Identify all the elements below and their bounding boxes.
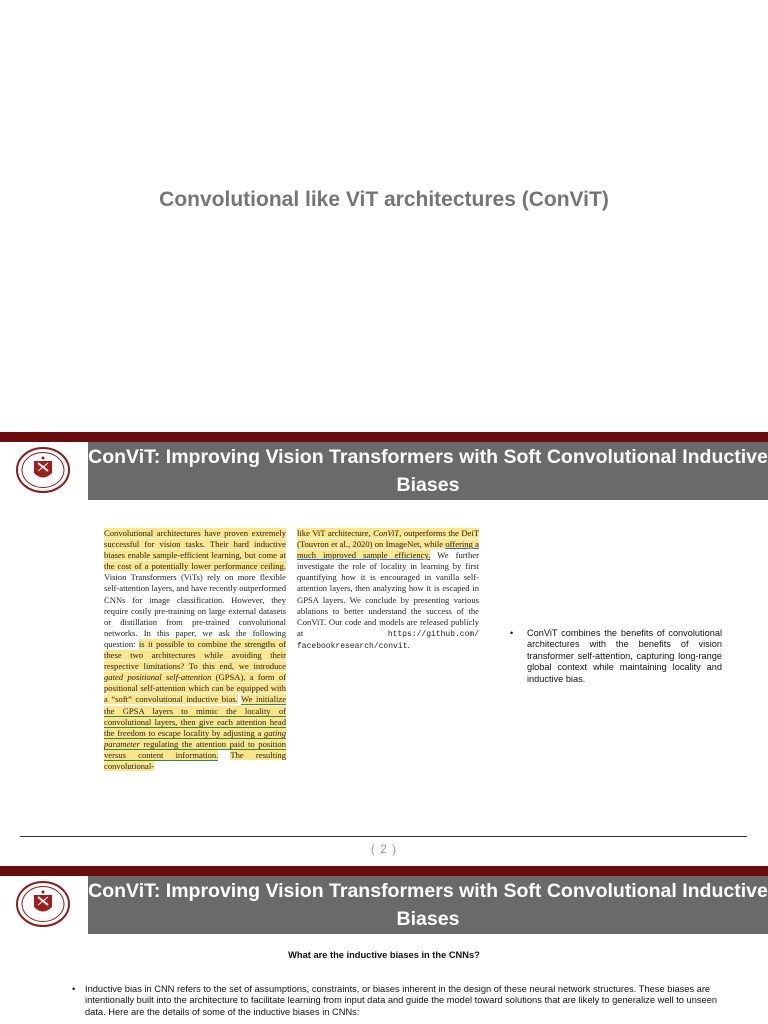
- abstract-segment: We further investigate the role of locality in learning by first quantifying how it is encouraged in vanilla self-attention layers, then analyzing how it is escaped in GPSA layers. We conclude by presenting various ablations to better understand the success of the ConViT. Our code and models are released publicly at: [297, 550, 479, 638]
- abstract-segment: The resulting convolutional-: [104, 749, 286, 771]
- question-heading: What are the inductive biases in the CNNs?: [288, 950, 480, 960]
- logo-area: [0, 442, 88, 500]
- abstract-segment: regulating the attention paid to position versus content information.: [104, 738, 286, 760]
- abstract-segment: To this end, we introduce: [184, 661, 286, 672]
- title-slide: [0, 0, 768, 432]
- abstract-segment: We initialize the GPSA layers to mimic the locality of convolutional layers, then give each attention head the freedom to escape locality by adjusting a: [104, 694, 287, 738]
- top-accent-bar: [0, 432, 768, 442]
- slide-2: [0, 866, 768, 1024]
- abstract-segment: gating parameter: [104, 727, 286, 749]
- bullet-dot: •: [510, 628, 514, 638]
- abstract-segment: (GPSA), a form of positional self-attention which can be equipped with a “soft” convolutional inductive bias.: [104, 672, 286, 705]
- abstract-segment: Vision Transformers (ViTs) rely on more flexible self-attention layers, and have recently outperformed CNNs for image classification. However, they require costly pre-training on large external datasets or distillation from pre-trained convolutional networks. In this paper, we ask the following question:: [104, 572, 286, 649]
- slide-header: [88, 876, 768, 934]
- inductive-bias-text: Inductive bias in CNN refers to the set of assumptions, constraints, or biases inherent in the design of these neural network structures. These biases are intentionally built into the architecture to facilitate learning from input data and guide the model toward solutions that are likely to generalize well to unseen data. Here are the details of some of the inductive biases in CNNs:: [85, 984, 718, 1017]
- abstract-segment: , outperforms the DeiT (Touvron et al., 2020) on ImageNet, while: [297, 528, 479, 550]
- abstract-segment: gated positional self-attention: [104, 672, 212, 683]
- summary-bullet: [510, 628, 722, 685]
- university-crest-icon: [16, 447, 70, 493]
- slide-header-title: ConViT: Improving Vision Transformers with Soft Convolutional Inductive Biases: [88, 880, 768, 930]
- summary-text: ConViT combines the benefits of convolutional architectures with the benefits of vision transformer self-attention, capturing long-range global context while maintaining locality and inductive bias.: [527, 628, 722, 684]
- slide-title: Convolutional like ViT architectures (ConViT): [159, 188, 609, 211]
- slide-header-title: ConViT: Improving Vision Transformers with Soft Convolutional Inductive Biases: [88, 446, 768, 496]
- abstract-segment: offering a much improved sample efficiency.: [297, 539, 479, 561]
- footer-divider: [20, 836, 747, 837]
- university-crest-icon: [16, 881, 70, 927]
- abstract-segment: .: [407, 639, 410, 650]
- abstract-segment: [218, 750, 230, 760]
- top-accent-bar: [0, 866, 768, 876]
- paper-abstract-excerpt: [100, 528, 490, 778]
- abstract-segment: is it possible to combine the strengths of these two architectures while avoiding their respective limitations?: [104, 638, 286, 672]
- page-number: ( 2 ): [370, 842, 398, 856]
- abstract-column-left: [104, 528, 286, 772]
- abstract-column-right: [297, 528, 479, 652]
- abstract-segment: like ViT architecture,: [297, 528, 374, 538]
- logo-area: [0, 876, 88, 934]
- abstract-segment: ConViT: [373, 528, 400, 538]
- slide-1: [0, 432, 768, 856]
- abstract-segment: https://github.com/ facebookresearch/convit: [297, 629, 479, 651]
- abstract-segment: Convolutional architectures have proven extremely successful for vision tasks. Their hard inductive biases enable sample-efficient learning, but come at the cost of a potentially lower performance ceiling.: [104, 528, 286, 572]
- slide-header: [88, 442, 768, 500]
- bullet-dot: •: [72, 984, 76, 994]
- inductive-bias-bullet: [72, 984, 732, 1018]
